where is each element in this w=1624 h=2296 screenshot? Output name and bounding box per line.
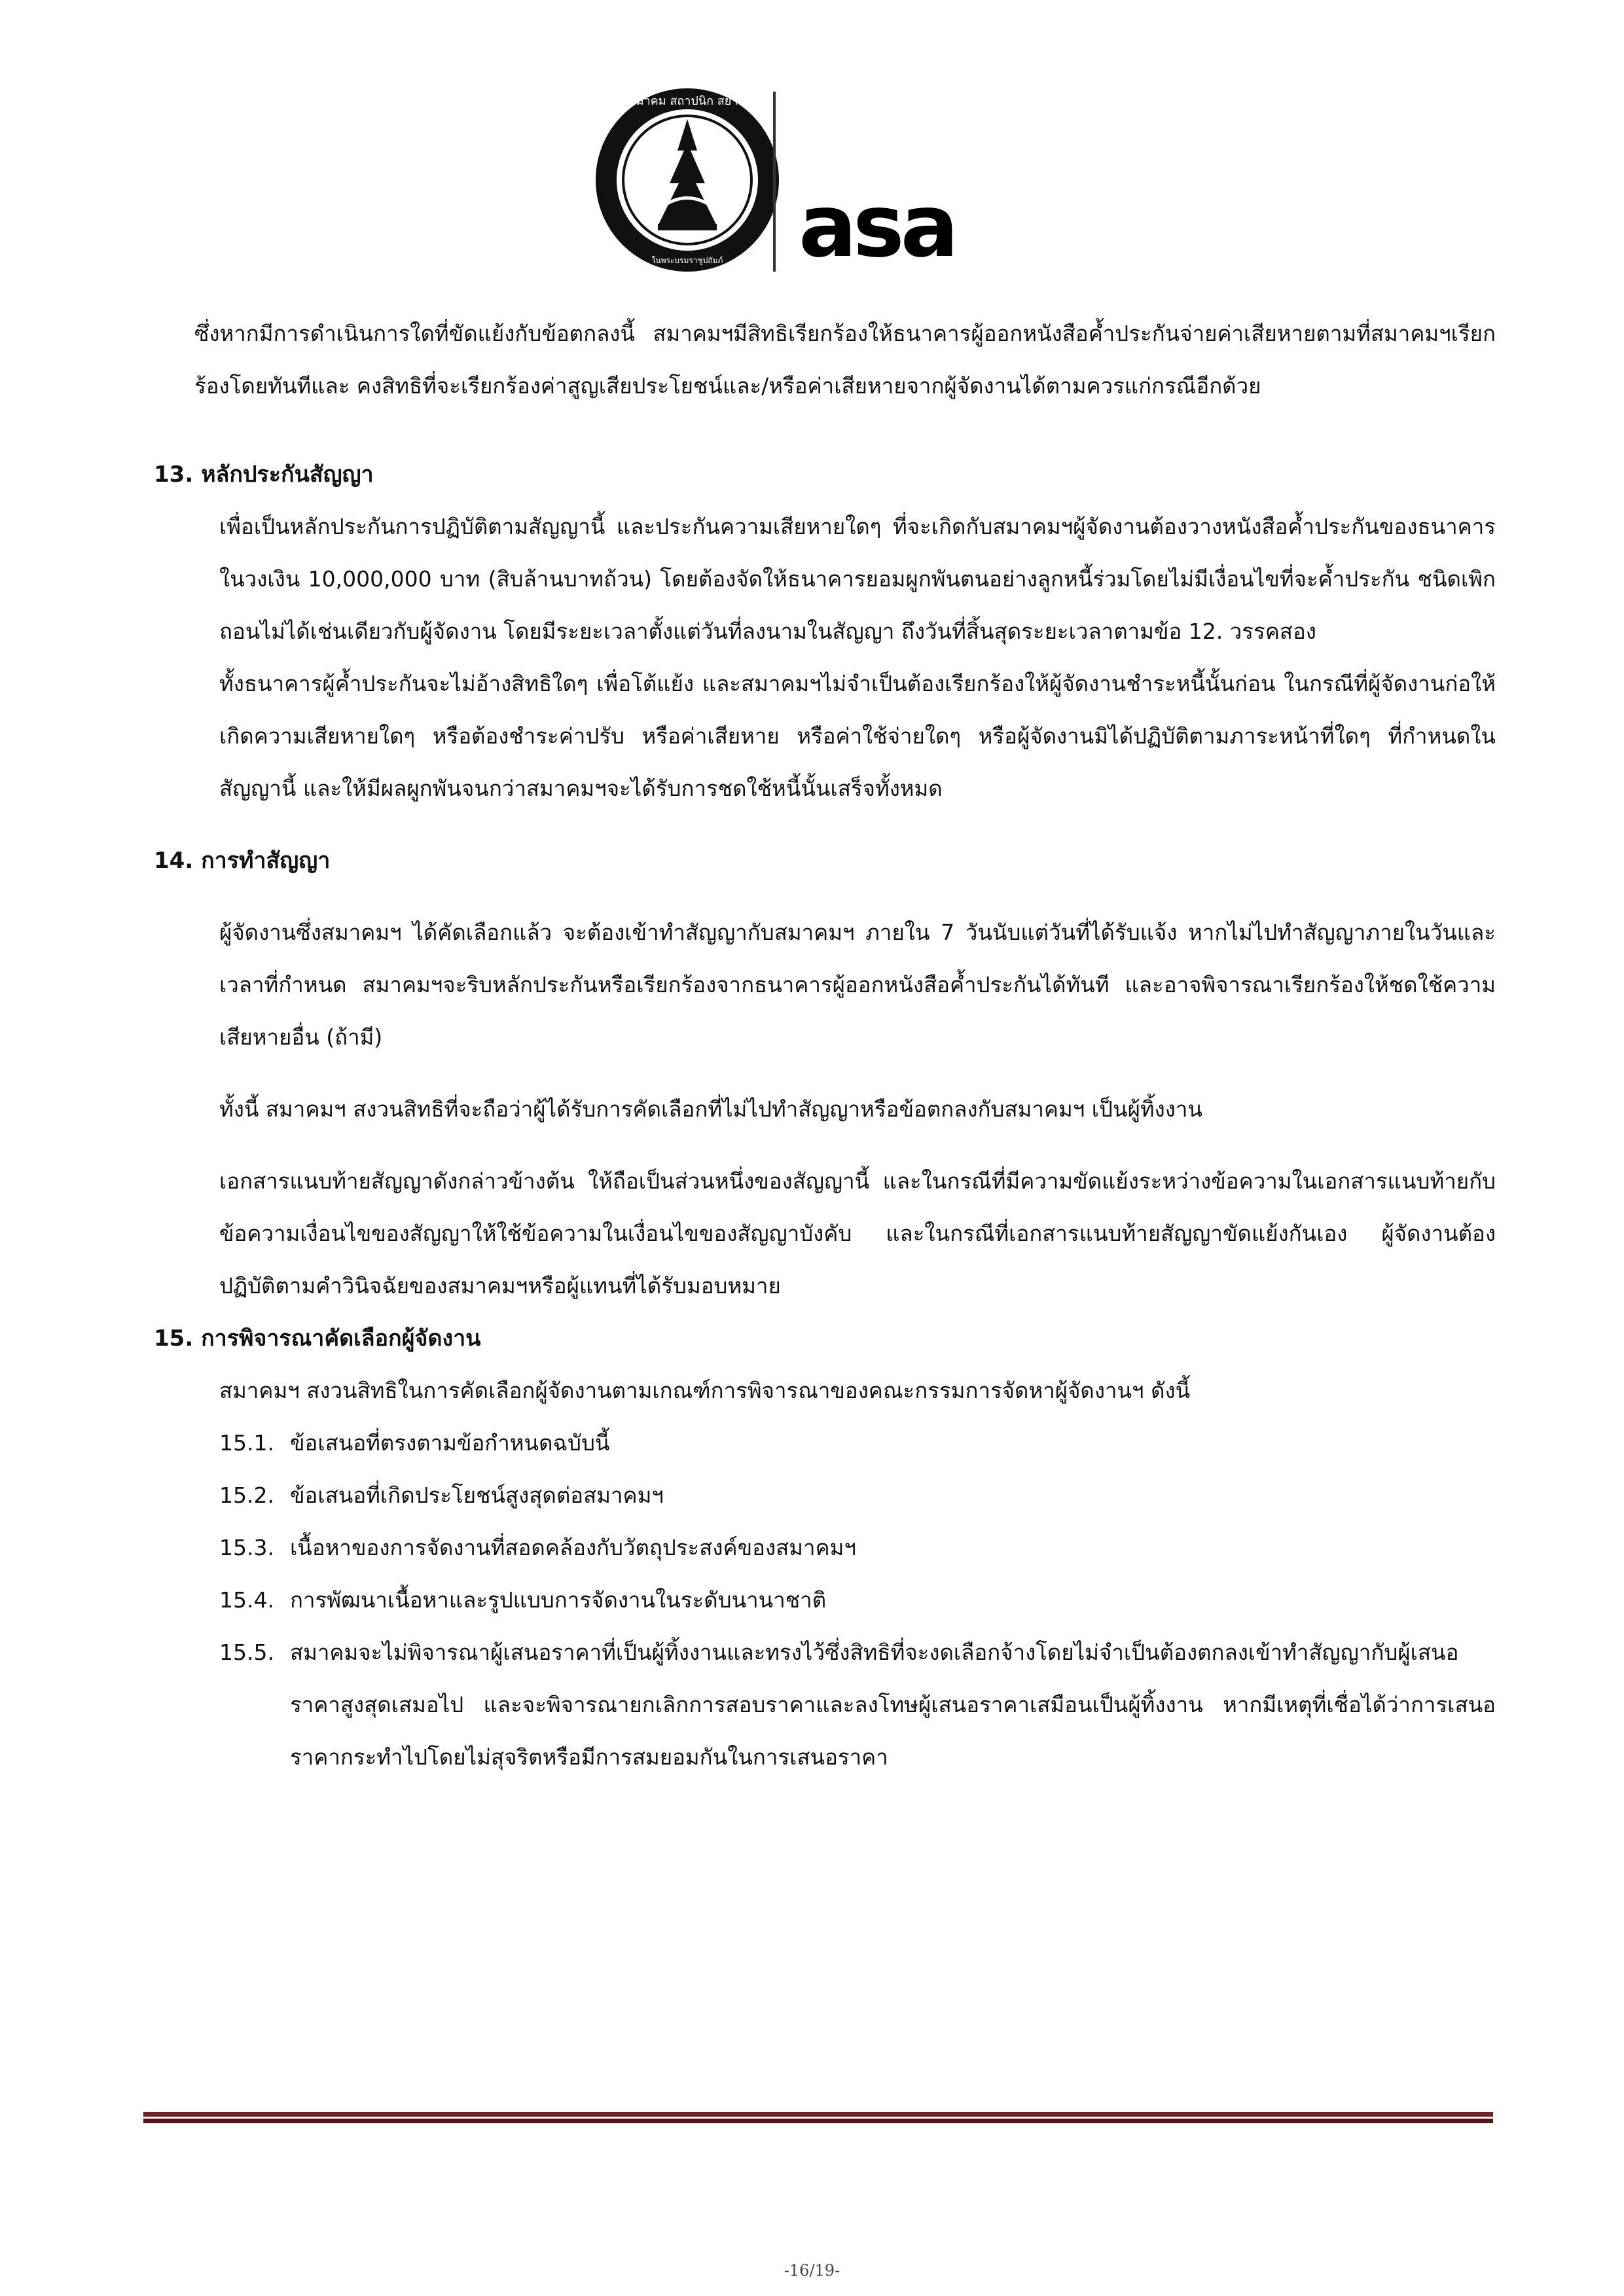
list-item-number: 15.4. bbox=[219, 1587, 274, 1613]
list-item-number: 15.5. bbox=[219, 1640, 274, 1665]
section-14-paragraph-3: เอกสารแนบท้ายสัญญาดังกล่าวข้างต้น ให้ถือเป็นส่วนหนึ่งของสัญญานี้ และในกรณีที่มีความขัดแย้งระหว่างข้อความในเอกสารแนบท้ายกับข้อความเงื่อนไขของสัญญาให้ใช้ข้อความในเงื่อนไขของสัญญาบังคับ และในกรณีที่เอกสารแนบท้ายสัญญาขัดแย้งกันเอง ผู้จัดงานต้องปฏิบัติตามคำวินิจฉัยของสมาคมฯหรือผู้แทนที่ได้รับมอบหมาย bbox=[219, 1168, 1496, 1299]
list-item-text: ข้อเสนอที่เกิดประโยชน์สูงสุดต่อสมาคมฯ bbox=[290, 1482, 664, 1508]
list-item bbox=[154, 1522, 1496, 1574]
list-item-text: เนื้อหาของการจัดงานที่สอดคล้องกับวัตถุประสงค์ของสมาคมฯ bbox=[290, 1535, 856, 1560]
association-seal-logo bbox=[592, 85, 782, 275]
seal-text-bottom: ในพระบรมราชูปถัมภ์ bbox=[651, 256, 723, 265]
section-13-paragraph-2: ทั้งธนาคารผู้ค้ำประกันจะไม่อ้างสิทธิใดๆ เพื่อโต้แย้ง และสมาคมฯไม่จำเป็นต้องเรียกร้องให้ผู้จัดงานชำระหนี้นั้นก่อน ในกรณีที่ผู้จัดงานก่อให้เกิดความเสียหายใดๆ หรือต้องชำระค่าปรับ หรือค่าเสียหาย หรือค่าใช้จ่ายใดๆ หรือผู้จัดงานมิได้ปฏิบัติตามภาระหน้าที่ใดๆ ที่กำหนดในสัญญานี้ และให้มีผลผูกพันจนกว่าสมาคมฯจะได้รับการชดใช้หนี้นั้นเสร็จทั้งหมด bbox=[219, 671, 1496, 801]
list-item bbox=[154, 1574, 1496, 1626]
list-item-text: สมาคมจะไม่พิจารณาผู้เสนอราคาที่เป็นผู้ทิ้งงานและทรงไว้ซึ่งสิทธิที่จะงดเลือกจ้างโดยไม่จำเป็นต้องตกลงเข้าทำสัญญากับผู้เสนอราคาสูงสุดเสมอไป และจะพิจารณายกเลิกการสอบราคาและลงโทษผู้เสนอราคาเสมือนเป็นผู้ทิ้งงาน หากมีเหตุที่เชื่อได้ว่าการเสนอราคากระทำไปโดยไม่สุจริตหรือมีการสมยอมกันในการเสนอราคา bbox=[290, 1640, 1496, 1770]
section-14-heading: 14. การทำสัญญา bbox=[154, 848, 331, 874]
section-13-heading: 13. หลักประกันสัญญา bbox=[154, 461, 374, 488]
header-divider bbox=[773, 92, 776, 272]
intro-paragraph: ซึ่งหากมีการดำเนินการใดที่ขัดแย้งกับข้อตกลงนี้ สมาคมฯมีสิทธิเรียกร้องให้ธนาคารผู้ออกหนังสือค้ำประกันจ่ายค่าเสียหายตามที่สมาคมฯเรียกร้องโดยทันทีและ คงสิทธิที่จะเรียกร้องค่าสูญเสียประโยชน์และ/หรือค่าเสียหายจากผู้จัดงานได้ตามควรแก่กรณีอีกด้วย bbox=[194, 321, 1496, 399]
asa-wordmark-logo bbox=[799, 193, 1047, 265]
section-15-intro: สมาคมฯ สงวนสิทธิในการคัดเลือกผู้จัดงานตามเกณฑ์การพิจารณาของคณะกรรมการจัดหาผู้จัดงานฯ ดังนี้ bbox=[219, 1378, 1191, 1403]
page-number: -16/19- bbox=[784, 2261, 840, 2280]
section-15-heading: 15. การพิจารณาคัดเลือกผู้จัดงาน bbox=[154, 1325, 481, 1352]
section-13-paragraph-1: เพื่อเป็นหลักประกันการปฏิบัติตามสัญญานี้ และประกันความเสียหายใดๆ ที่จะเกิดกับสมาคมฯผู้จัดงานต้องวางหนังสือค้ำประกันของธนาคาร ในวงเงิน 10,000,000 บาท (สิบล้านบาทถ้วน) โดยต้องจัดให้ธนาคารยอมผูกพันตนอย่างลูกหนี้ร่วมโดยไม่มีเงื่อนไขที่จะค้ำประกัน ชนิดเพิกถอนไม่ได้เช่นเดียวกับผู้จัดงาน โดยมีระยะเวลาตั้งแต่วันที่ลงนามในสัญญา ถึงวันที่สิ้นสุดระยะเวลาตามข้อ 12. วรรคสอง bbox=[219, 514, 1496, 644]
letterhead bbox=[0, 79, 1624, 275]
section-14-paragraph-1: ผู้จัดงานซึ่งสมาคมฯ ได้คัดเลือกแล้ว จะต้องเข้าทำสัญญากับสมาคมฯ ภายใน 7 วันนับแต่วันที่ได้รับแจ้ง หากไม่ไปทำสัญญาภายในวันและเวลาที่กำหนด สมาคมฯจะริบหลักประกันหรือเรียกร้องจากธนาคารผู้ออกหนังสือค้ำประกันได้ทันที และอาจพิจารณาเรียกร้องให้ชดใช้ความเสียหายอื่น (ถ้ามี) bbox=[219, 920, 1496, 1050]
list-item-number: 15.3. bbox=[219, 1535, 274, 1560]
list-item-number: 15.1. bbox=[219, 1430, 274, 1456]
list-item-text: ข้อเสนอที่ตรงตามข้อกำหนดฉบับนี้ bbox=[290, 1430, 610, 1456]
list-item bbox=[154, 1417, 1496, 1469]
document-body bbox=[154, 308, 1496, 1784]
section-14-paragraph-2: ทั้งนี้ สมาคมฯ สงวนสิทธิที่จะถือว่าผู้ได้รับการคัดเลือกที่ไม่ไปทำสัญญาหรือข้อตกลงกับสมาคมฯ เป็นผู้ทิ้งงาน bbox=[219, 1096, 1202, 1122]
list-item bbox=[154, 1469, 1496, 1522]
asa-wordmark-text: asa bbox=[799, 193, 955, 265]
list-item-number: 15.2. bbox=[219, 1482, 274, 1508]
footer-rule bbox=[143, 2112, 1493, 2125]
list-item-text: การพัฒนาเนื้อหาและรูปแบบการจัดงานในระดับนานาชาติ bbox=[290, 1587, 827, 1613]
seal-text-top: สมาคม สถาปนิก สยาม bbox=[628, 94, 746, 108]
list-item bbox=[154, 1626, 1496, 1784]
